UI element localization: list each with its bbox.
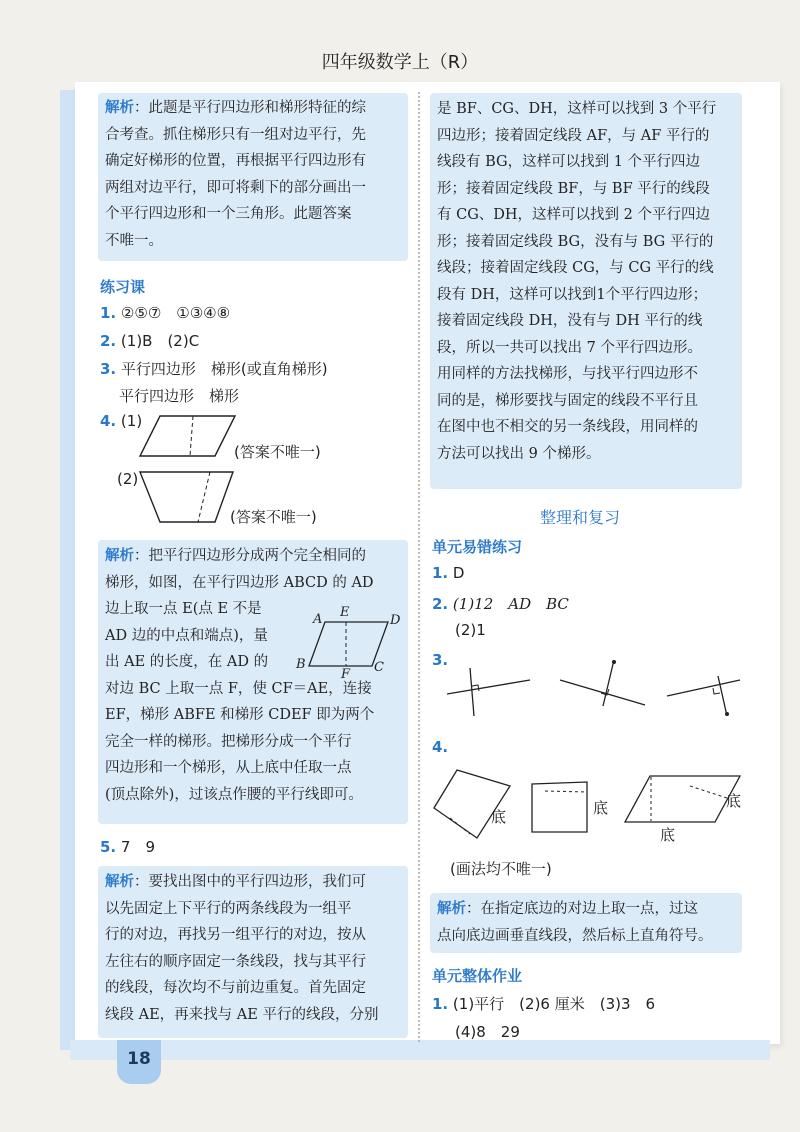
page-number: 18 [117, 1040, 161, 1084]
question-number: 2. [432, 595, 449, 613]
homework-answer-1-line-2: (4)8 29 [455, 1023, 520, 1041]
height-line [545, 791, 587, 792]
text-line: 同的是，梯形要找与固定的线段不平行且 [437, 392, 698, 409]
point-label: D [390, 613, 401, 628]
text-line: 出 AE 的长度，在 AD 的 [105, 654, 269, 670]
note-answer-not-unique: (答案不唯一) [234, 443, 321, 461]
page-header: 四年级数学上（R） [321, 52, 479, 73]
point-label: E [340, 605, 350, 620]
text-line: 点向底边画垂直线段，然后标上直角符号。 [437, 927, 713, 944]
answer-text: (1)平行 (2)6 厘米 (3)3 6 [452, 995, 656, 1013]
text-line: 以先固定上下平行的两条线段为一组平 [105, 900, 352, 917]
question-number: 5. [100, 838, 117, 856]
section-title-unit-homework: 单元整体作业 [432, 967, 523, 985]
note-answer-not-unique: (答案不唯一) [230, 508, 317, 526]
text-line: ：要找出图中的平行四边形，我们可 [134, 874, 366, 890]
text-line: 四边形；接着固定线段 AF，与 AF 平行的 [437, 127, 710, 144]
point-label: B [296, 657, 306, 672]
text-line: 线段；接着固定线段 CG，与 CG 平行的线 [437, 260, 714, 276]
text-line: 合考查。抓住梯形只有一组对边平行，先 [105, 126, 366, 143]
point-label: F [341, 667, 351, 682]
section-title-errors: 单元易错练习 [432, 538, 523, 556]
review-answer-2-line-2: (2)1 [455, 621, 486, 639]
point-label: C [374, 660, 384, 675]
text-line: 在图中也不相交的另一条线段，用同样的 [437, 419, 698, 435]
sub-label: (1) [120, 412, 143, 430]
answer-text: (1)B (2)C [120, 332, 200, 350]
text-line: 的线段，每次均不与前边重复。首先固定 [105, 980, 366, 996]
question-number: 4. [432, 738, 449, 756]
analysis-label: 解析 [437, 901, 466, 917]
text-line: 边上取一点 E(点 E 不是 [105, 601, 262, 617]
text-line: 行的对边，再找另一组平行的对边，按从 [105, 927, 366, 943]
text-line: 形；接着固定线段 BG，没有与 BG 平行的 [437, 233, 714, 250]
base-label: 底 [726, 792, 742, 810]
text-line: 完全一样的梯形。把梯形分成一个平行 [105, 733, 352, 750]
answer-text: (1)12 AD BC [452, 595, 569, 613]
text-line: (顶点除外)，过该点作腰的平行线即可。 [105, 786, 363, 803]
text-line: ：在指定底边的对边上取一点，过这 [466, 901, 698, 917]
note-drawing-not-unique: (画法均不唯一) [450, 860, 552, 878]
text-line: 对边 BC 上取一点 F，使 CF＝AE，连接 [105, 680, 372, 697]
answer-text: 7 9 [120, 838, 156, 856]
answer-text: D [452, 564, 465, 582]
text-line: 确定好梯形的位置，再根据平行四边形有 [105, 153, 366, 169]
question-number: 3. [100, 360, 117, 378]
text-line: 四边形和一个梯形，从上底中任取一点 [105, 760, 352, 776]
base-label: 底 [593, 799, 609, 817]
answer-text: 平行四边形 梯形(或直角梯形) [120, 360, 328, 378]
text-line: ：把平行四边形分成两个完全相同的 [134, 548, 366, 564]
analysis-label: 解析 [105, 548, 134, 564]
parallelogram-3 [625, 776, 740, 822]
base-label: 底 [491, 808, 507, 826]
text-line: 个平行四边形和一个三角形。此题答案 [105, 206, 352, 222]
point-label: A [313, 612, 323, 627]
answer-3-line-2: 平行四边形 梯形 [119, 387, 240, 405]
question-number: 1. [432, 564, 449, 582]
homework-answer-1 [432, 993, 655, 1014]
text-line: 有 CG、DH，这样可以找到 2 个平行四边 [437, 207, 710, 223]
text-line: AD 边的中点和端点)，量 [105, 627, 268, 644]
text-line: 段有 DH，这样可以找到1个平行四边形； [437, 286, 708, 303]
text-line: 形；接着固定线段 BF，与 BF 平行的线段 [437, 180, 710, 197]
sub-label-2: (2) [117, 470, 139, 488]
text-line: 接着固定线段 DH，没有与 DH 平行的线 [437, 313, 703, 329]
chapter-title: 整理和复习 [540, 508, 621, 527]
text-line: 段，所以一共可以找出 7 个平行四边形。 [437, 339, 702, 356]
analysis-label: 解析 [105, 874, 134, 890]
height-line [690, 786, 727, 798]
question-number: 4. [100, 412, 117, 430]
quadrilateral-1 [434, 770, 510, 838]
question-number: 2. [100, 332, 117, 350]
text-line: 左往右的顺序固定一条线段，找与其平行 [105, 953, 366, 970]
question-number: 1. [432, 995, 449, 1013]
text-line: 梯形，如图，在平行四边形 ABCD 的 AD [105, 574, 374, 591]
text-line: 不唯一。 [105, 232, 163, 249]
quadrilateral-2 [532, 782, 587, 832]
question-number: 3. [432, 651, 449, 669]
text-line: 是 BF、CG、DH，这样可以找到 3 个平行 [437, 101, 717, 117]
text-line: 两组对边平行，即可将剩下的部分画出一 [105, 179, 366, 196]
text-line: 用同样的方法找梯形，与找平行四边形不 [437, 366, 698, 382]
text-line: 方法可以找出 9 个梯形。 [437, 445, 601, 462]
analysis-4 [437, 896, 742, 949]
answer-text: ②⑤⑦ ①③④⑧ [120, 304, 231, 322]
question-number: 1. [100, 304, 117, 322]
text-line: EF，梯形 ABFE 和梯形 CDEF 即为两个 [105, 707, 375, 723]
text-line: 线段 AE，再来找与 AE 平行的线段，分别 [105, 1006, 379, 1023]
section-title-practice: 练习课 [100, 278, 146, 296]
analysis-label: 解析 [105, 100, 134, 116]
base-label: 底 [660, 826, 676, 844]
text-line: 线段有 BG，这样可以找到 1 个平行四边 [437, 154, 701, 170]
text-line: ：此题是平行四边形和梯形特征的综 [134, 100, 366, 116]
